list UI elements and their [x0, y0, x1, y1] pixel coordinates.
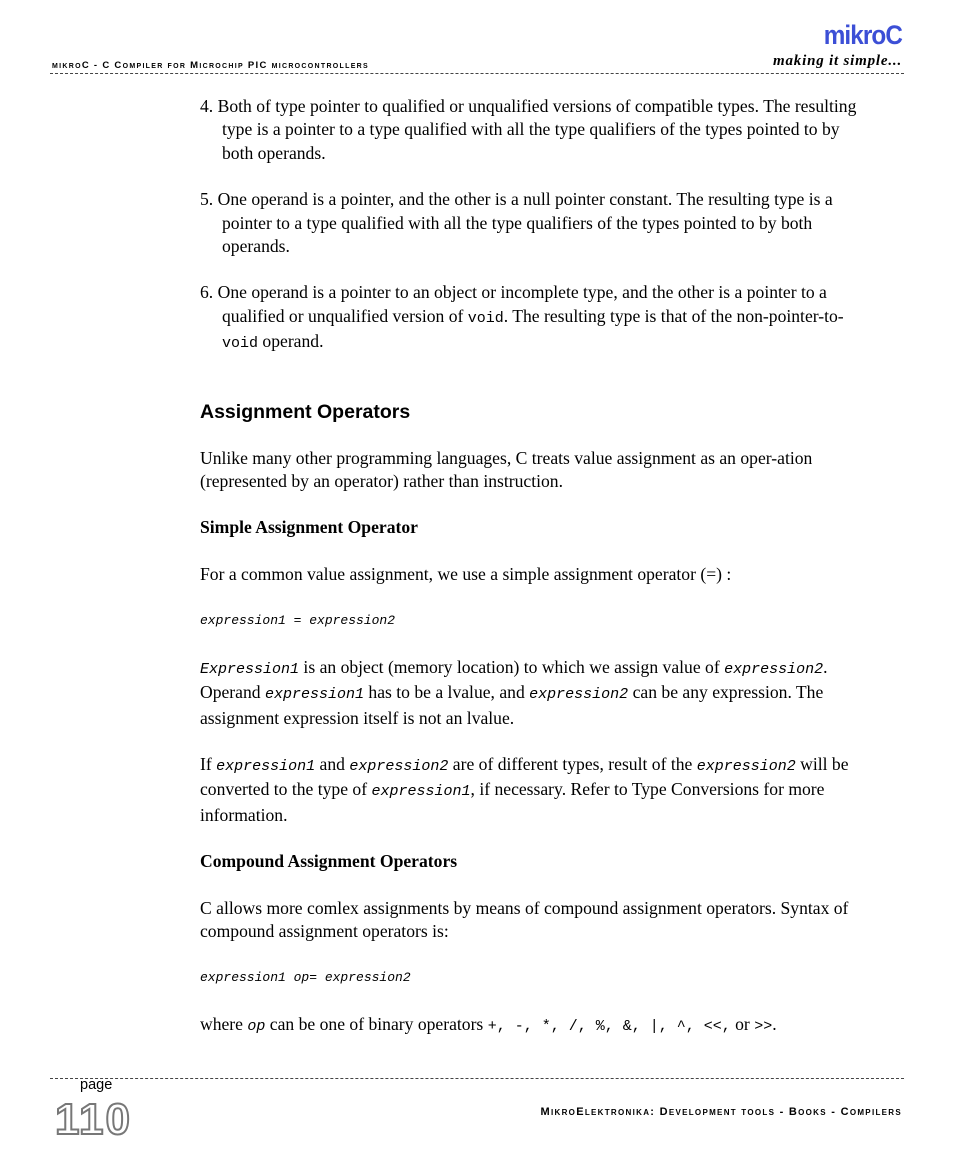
- compound-text: C allows more comlex assignments by means of compound assignment operators. Syntax of compound assignment operators is:: [200, 897, 849, 941]
- list-item: 6. One operand is a pointer to an object or incomplete type, and the other is a pointer to a qualified or unqualified version of void. The resulting type is that of the non-pointer-to-void operand.: [200, 282, 844, 353]
- header-title: mikroC - C Compiler for Microchip PIC microcontrollers: [52, 60, 369, 71]
- code-sample-compound: expression1 op= expression2: [200, 970, 411, 986]
- list-item: 4. Both of type pointer to qualified or unqualified versions of compatible types. The resulting type is a pointer to a type qualified with all the type qualifiers of the types pointed to by both operands.: [200, 96, 857, 163]
- code-sample-simple: expression1 = expression2: [200, 613, 396, 629]
- brand-tagline: making it simple...: [773, 53, 902, 69]
- footer-divider: [50, 1078, 904, 1079]
- subsection-heading-simple: Simple Assignment Operator: [200, 517, 418, 538]
- page-number: 110: [55, 1095, 132, 1144]
- section-heading: Assignment Operators: [200, 400, 411, 423]
- simple-paragraph-1: Expression1 is an object (memory location) to which we assign value of expression2. Operand expression1 has to be a lvalue, and expression2 can be any expression. The assignment expression itself is not an lvalue.: [200, 656, 828, 728]
- footer-publisher: MikroElektronika: Development tools - Books - Compilers: [540, 1106, 902, 1118]
- header-divider: [50, 73, 904, 74]
- page-label: page: [80, 1077, 113, 1093]
- simple-paragraph-2: If expression1 and expression2 are of different types, result of the expression2 will be converted to the type of expression1, if necessary. Refer to Type Conversions for more information.: [200, 753, 849, 825]
- simple-text: For a common value assignment, we use a simple assignment operator (=) :: [200, 563, 732, 584]
- brand-logo: mikroC: [823, 20, 902, 50]
- list-item: 5. One operand is a pointer, and the other is a null pointer constant. The resulting type is a pointer to a type qualified with all the type qualifiers of the types pointed to by both operands.: [200, 189, 833, 257]
- section-intro: Unlike many other programming languages, C treats value assignment as an oper-ation (represented by an operator) rather than instruction.: [200, 447, 813, 492]
- subsection-heading-compound: Compound Assignment Operators: [200, 851, 458, 872]
- compound-operators-text: where op can be one of binary operators +, -, *, /, %, &, |, ^, <<, or >>.: [200, 1013, 777, 1035]
- page-content: [200, 95, 860, 1061]
